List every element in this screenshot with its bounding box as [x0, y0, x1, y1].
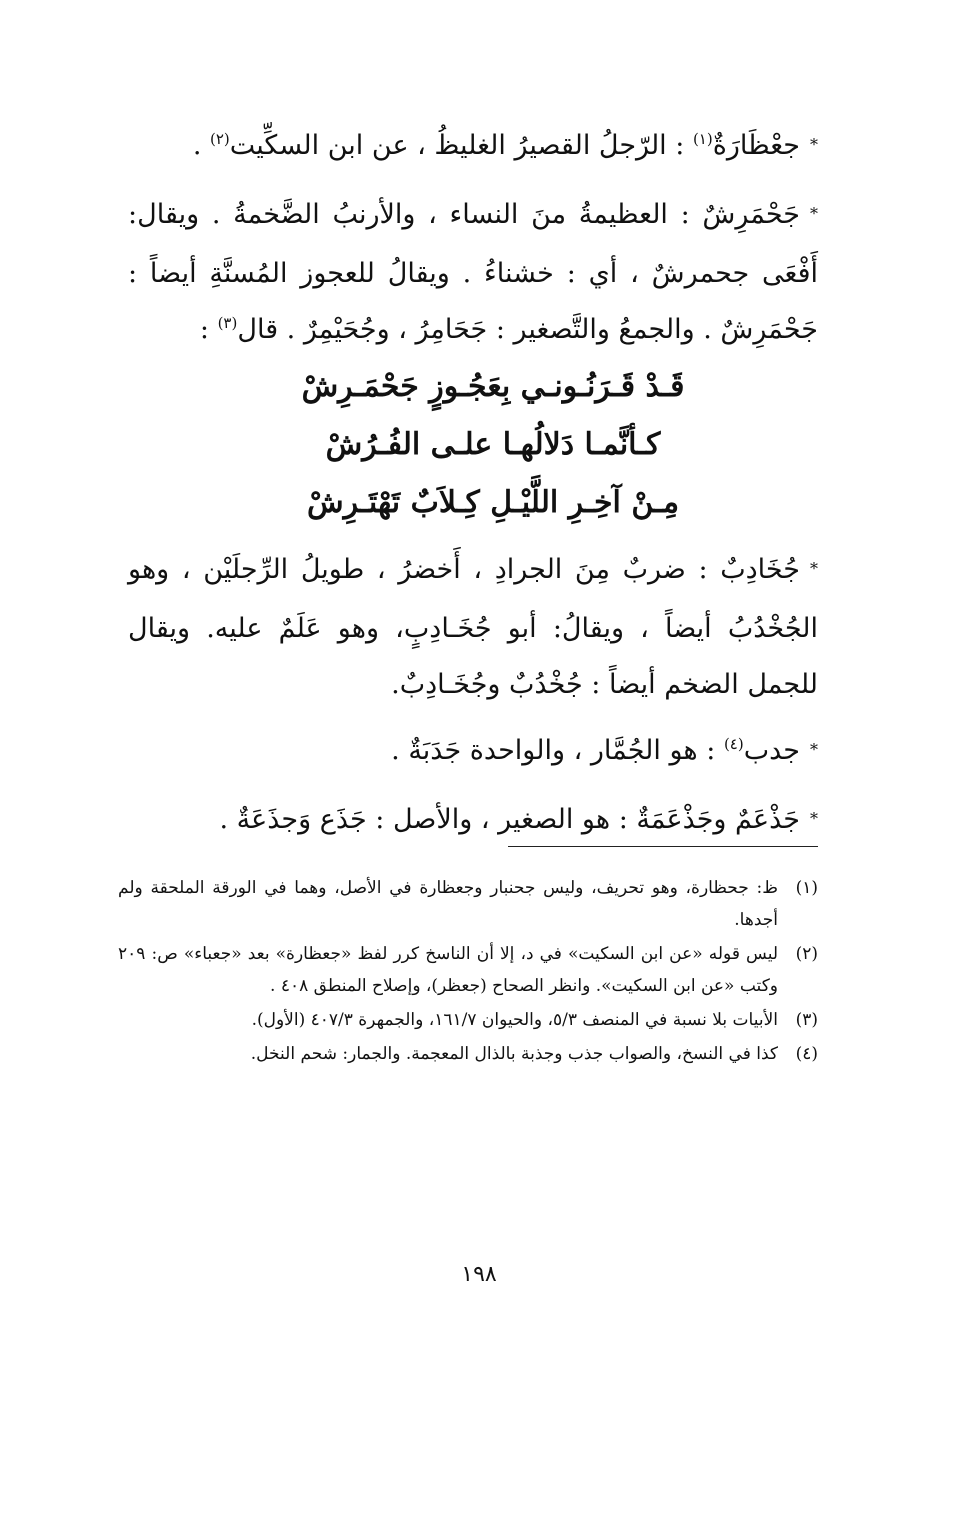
footnote-ref: (٤) [723, 735, 744, 753]
entry-tail: : [199, 314, 218, 345]
footnote-text: كذا في النسخ، والصواب جذب وجذبة بالذال المعجمة. والجمار: شحم النخل. [250, 1044, 778, 1064]
entry-definition: جَحْمَرِشٌ : العظيمةُ منَ النساء ، والأرنبُ الضَّخمةُ . ويقال: أَفْعَى جحمرشٌ ، أي : خشناءُ . ويقالُ للعجوز المُسنَّةِ أيضاً : جَحْمَرِشٌ . والجمعُ والتَّصغير : جَحَامِرُ ، وجُحَيْمِرٌ . قال [128, 199, 818, 345]
entry-definition: : هو الجُمَّار ، والواحدة جَدَبَةٌ . [391, 735, 724, 766]
footnote [118, 1004, 818, 1036]
footnote-text: الأبيات بلا نسبة في المنصف ٥/٣، والحيوان ١٦١/٧، والجمهرة ٤٠٧/٣ (الأول). [251, 1010, 778, 1030]
entry-definition: جَذْعَمٌ وجَذْعَمَةٌ : هو الصغير ، والأصل : جَذَع وَجذَعَةٌ . [219, 804, 800, 835]
poem [128, 358, 818, 532]
footnote-number: (٣) [795, 1010, 818, 1030]
footnote-ref: (١) [692, 130, 713, 148]
main-text [128, 118, 818, 851]
entry-marker: * [810, 809, 818, 828]
entry-headword: جعْظَارَةٌ [712, 130, 800, 161]
poem-verse: مِـنْ آخِـرِ اللَّيْـلِ كِـلاَبٌ تَهْتَـرِشْ [306, 485, 680, 520]
entry-jadb [128, 723, 818, 782]
entry-definition: : الرّجلُ القصيرُ الغليظُ ، عن ابن السكِّيت [229, 130, 693, 161]
entry-jukhadib [128, 542, 818, 713]
footnote-text: ليس قوله «عن ابن السكيت» في د، إلا أن الناسخ كرر لفظ «جعظارة» بعد «جعباء» ص: ٢٠٩ وكتب «عن ابن السكيت». وانظر الصحاح (جعظر)، وإصلاح المنطق ٤٠٨ . [118, 944, 778, 996]
footnote-number: (٤) [795, 1044, 818, 1064]
footnote-ref: (٣) [217, 314, 238, 332]
footnote [118, 1038, 818, 1070]
entry-definition: جُخَادِبٌ : ضربٌ مِنَ الجرادِ ، أَخضرُ ، طويلُ الرِّجلَيْن ، وهو الجُخْدُبُ أيضاً ، ويقالُ: أبو جُخَـادِبٍ، وهو عَلَمٌ عليه. ويقال للجمل الضخم أيضاً : جُخْدُبٌ وجُخَـادِبٌ. [128, 554, 818, 700]
footnote-text: ظ: جحظارة، وهو تحريف، وليس جحنبار وجعظارة في الأصل، وهما في الورقة الملحقة ولم أجدها. [118, 878, 778, 930]
entry-marker: * [810, 204, 818, 223]
footnote [118, 872, 818, 936]
entry-jaazara [128, 118, 818, 177]
entry-marker: * [810, 135, 818, 154]
entry-jadham [128, 792, 818, 851]
poem-verse: قَـدْ قَـرَنُـونـي بِعَجُـوزٍ جَحْمَـرِشْ [301, 369, 685, 404]
entry-jahmarish [128, 187, 818, 358]
entry-marker: * [810, 559, 818, 578]
entry-headword: جدب [743, 735, 800, 766]
footnote-number: (١) [795, 878, 818, 898]
footnotes [118, 872, 818, 1072]
poem-verse: كـأنَّمـا دَلالُهـا علـى الفُـرُشْ [325, 427, 661, 462]
footnote-divider [508, 846, 818, 847]
entry-tail: . [192, 130, 210, 161]
page-number: ١٩٨ [461, 1262, 497, 1287]
footnote-number: (٢) [795, 944, 818, 964]
entry-marker: * [810, 740, 818, 759]
footnote-ref: (٢) [209, 130, 230, 148]
footnote [118, 938, 818, 1002]
